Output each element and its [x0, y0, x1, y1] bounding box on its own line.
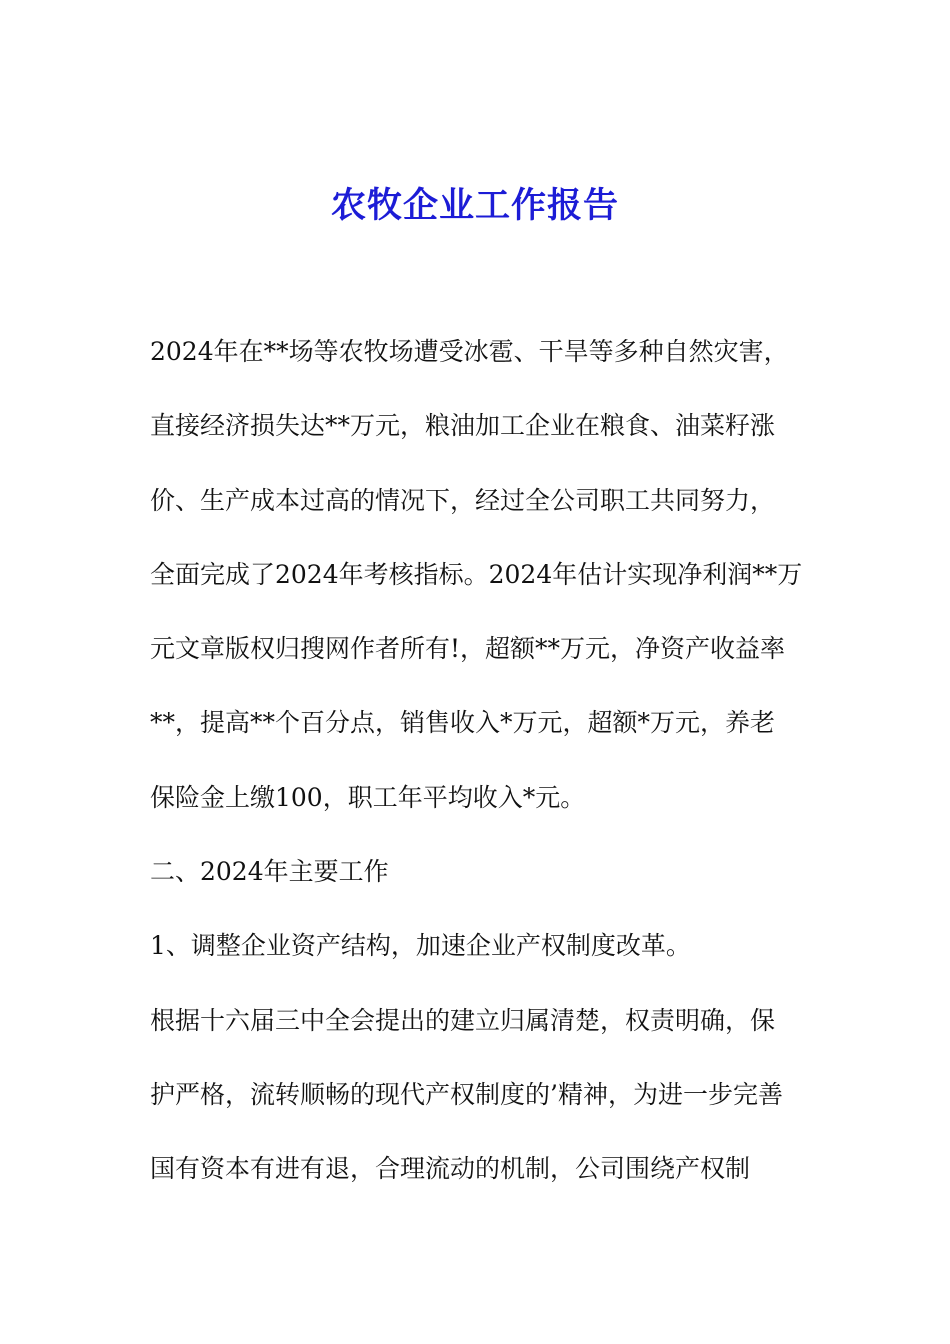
paragraph-line: 国有资本有进有退，合理流动的机制，公司围绕产权制 — [150, 1154, 751, 1183]
paragraph-line: 根据十六届三中全会提出的建立归属清楚，权责明确，保 — [150, 1006, 776, 1035]
paragraph-line: **，提高**个百分点，销售收入*万元，超额*万元，养老 — [150, 708, 776, 737]
section-heading: 二、2024年主要工作 — [150, 857, 389, 886]
subsection-heading: 1、调整企业资产结构，加速企业产权制度改革。 — [150, 931, 691, 960]
paragraph-line: 全面完成了2024年考核指标。2024年估计实现净利润**万 — [150, 560, 803, 589]
document-title: 农牧企业工作报告 — [330, 185, 619, 226]
paragraph-line: 直接经济损失达**万元，粮油加工企业在粮食、油菜籽涨 — [150, 411, 776, 440]
paragraph-line: 元文章版权归搜网作者所有!，超额**万元，净资产收益率 — [150, 634, 786, 663]
paragraph-line: 护严格，流转顺畅的现代产权制度的’精神，为进一步完善 — [150, 1080, 783, 1109]
paragraph-line: 价、生产成本过高的情况下，经过全公司职工共同努力， — [150, 486, 776, 515]
paragraph-line: 2024年在**场等农牧场遭受冰雹、干旱等多种自然灾害， — [150, 337, 789, 366]
paragraph-line: 保险金上缴100，职工年平均收入*元。 — [150, 783, 586, 812]
